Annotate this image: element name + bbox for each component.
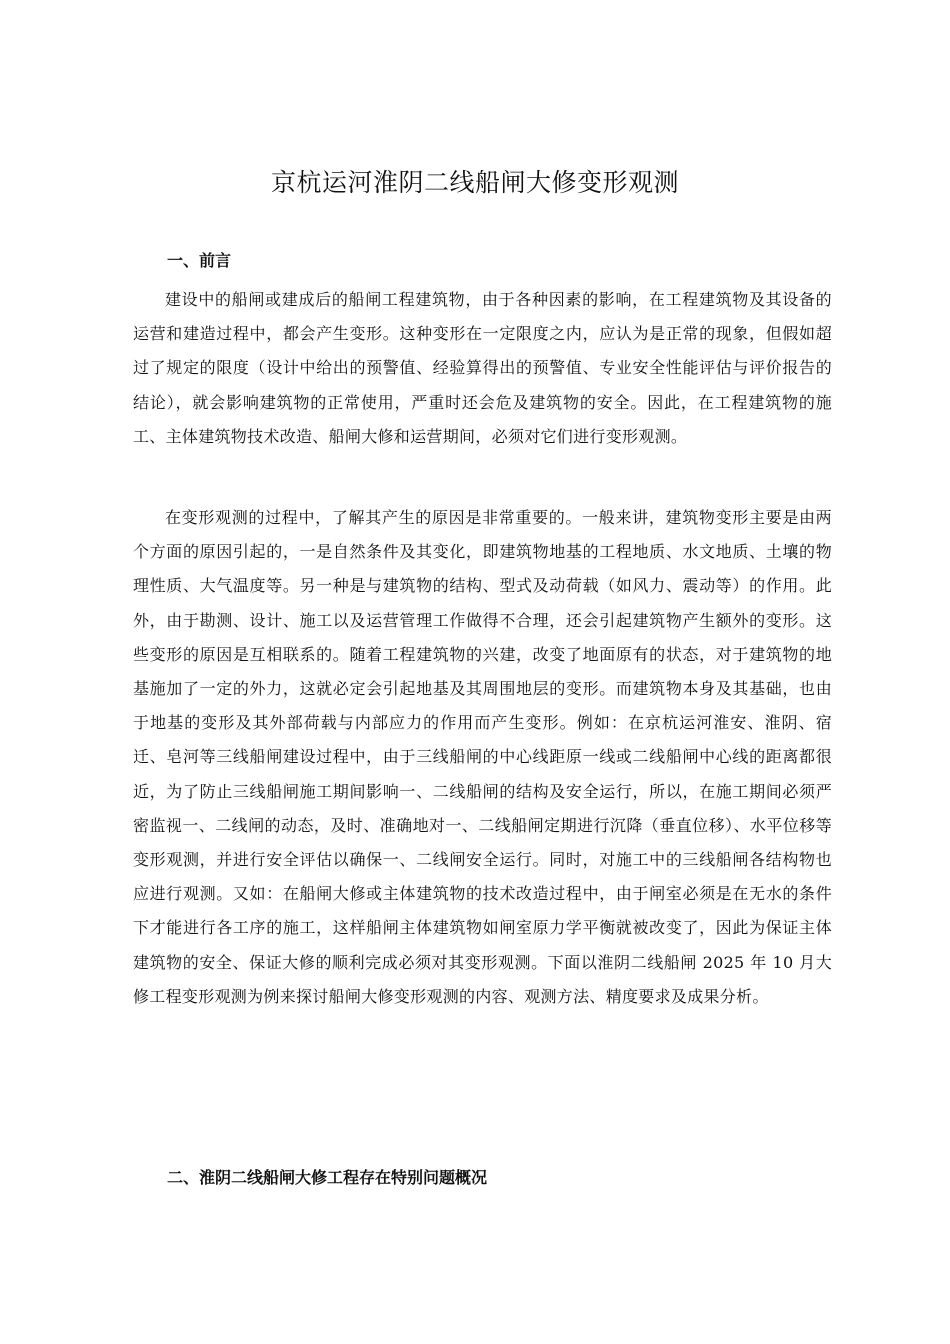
- section-heading-overview: 二、淮阴二线船闸大修工程存在特别问题概况: [167, 1168, 488, 1187]
- preface-paragraph-1: 建设中的船闸或建成后的船闸工程建筑物，由于各种因素的影响，在工程建筑物及其设备的运营和建造过程中，都会产生变形。这种变形在一定限度之内，应认为是正常的现象，但假如超过了规定的限度（设计中给出的预警值、经验算得出的预警值、专业安全性能评估与评价报告的结论），就会影响建筑物的正常使用，严重时还会危及建筑物的安全。因此，在工程建筑物的施工、主体建筑物技术改造、船闸大修和运营期间，必须对它们进行变形观测。: [133, 290, 832, 446]
- preface-paragraph-2: 在变形观测的过程中，了解其产生的原因是非常重要的。一般来讲，建筑物变形主要是由两个方面的原因引起的，一是自然条件及其变化，即建筑物地基的工程地质、水文地质、土壤的物理性质、大气温度等。另一种是与建筑物的结构、型式及动荷载（如风力、震动等）的作用。此外，由于勘测、设计、施工以及运营管理工作做得不合理，还会引起建筑物产生额外的变形。这些变形的原因是互相联系的。随着工程建筑物的兴建，改变了地面原有的状态，对于建筑物的地基施加了一定的外力，这就必定会引起地基及其周围地层的变形。而建筑物本身及其基础，也由于地基的变形及其外部荷载与内部应力的作用而产生变形。例如：在京杭运河淮安、淮阴、宿迁、皂河等三线船闸建设过程中，由于三线船闸的中心线距原一线或二线船闸中心线的距离都很近，为了防止三线船闸施工期间影响一、二线船闸的结构及安全运行，所以，在施工期间必须严密监视一、二线闸的动态，及时、准确地对一、二线船闸定期进行沉降（垂直位移）、水平位移等变形观测，并进行安全评估以确保一、二线闸安全运行。同时，对施工中的三线船闸各结构物也应进行观测。又如：在船闸大修或主体建筑物的技术改造过程中，由于闸室必须是在无水的条件下才能进行各工序的施工，这样船闸主体建筑物如闸室原力学平衡就被改变了，因此为保证主体建筑物的安全、保证大修的顺利完成必须对其变形观测。下面以淮阴二线船闸 2025 年 10 月大修工程变形观测为例来探讨船闸大修变形观测的内容、观测方法、精度要求及成果分析。: [133, 508, 832, 1006]
- section-heading-preface: 一、前言: [167, 251, 232, 270]
- document-title: 京杭运河淮阴二线船闸大修变形观测: [270, 168, 679, 197]
